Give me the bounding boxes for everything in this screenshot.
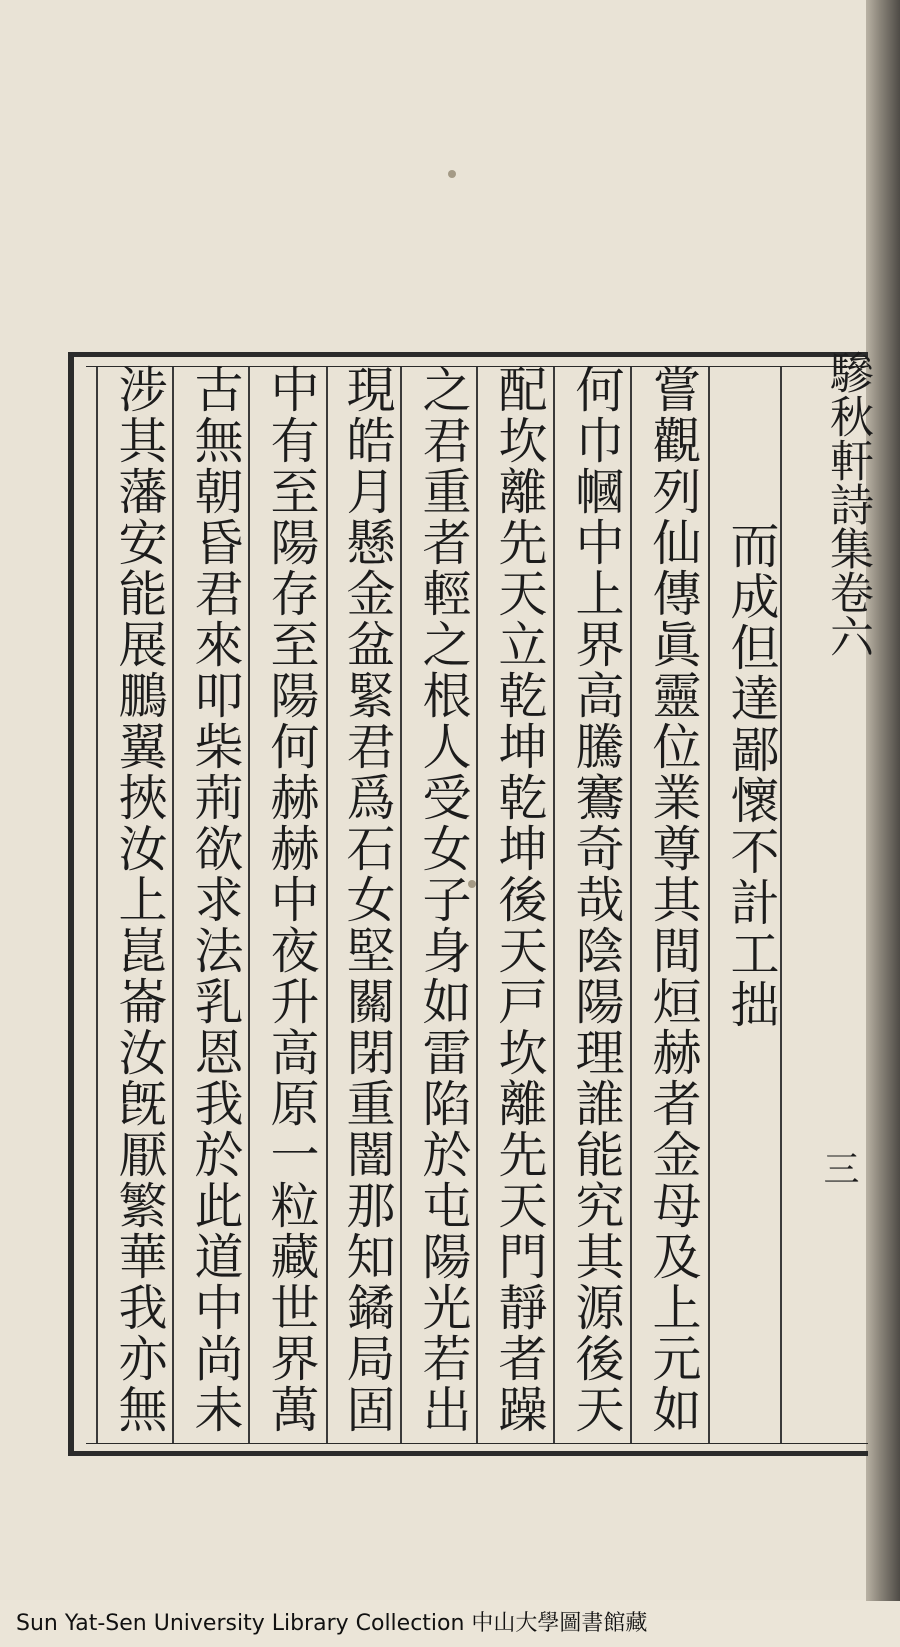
- text-column: 古無朝昏君來叩柴荊欲求法乳恩我於此道中尚未: [187, 364, 244, 1435]
- running-header: [822, 350, 873, 750]
- book-title: 驂秋軒詩集: [822, 350, 873, 570]
- text-column: 何巾幗中上界高騰鶱奇哉陰陽理誰能究其源後天: [568, 364, 625, 1435]
- text-column: 涉其藩安能展鵬翼挾汝上崑崙汝旣厭繁華我亦無: [111, 364, 168, 1435]
- volume-label: 卷六: [822, 570, 873, 658]
- book-spine: [866, 0, 900, 1647]
- text-column: 嘗觀列仙傳眞靈位業尊其間烜赫者金母及上元如: [645, 364, 702, 1435]
- text-column: 之君重者輕之根人受女子身如雷陷於屯陽光若出: [415, 364, 472, 1435]
- paper-stain: [448, 170, 456, 178]
- page-number: 三: [818, 1150, 859, 1186]
- text-column: 配坎離先天立乾坤乾坤後天戸坎離先天門靜者躁: [491, 364, 548, 1435]
- collection-credit: Sun Yat-Sen University Library Collection 中山大學圖書館藏: [0, 1601, 900, 1647]
- text-column: 中有至陽存至陽何赫赫中夜升高原一粒藏世界萬: [263, 364, 320, 1435]
- text-column: 現皓月懸金盆緊君爲石女堅關閉重闇那知鐍局固: [339, 364, 396, 1435]
- text-column: 而成但達鄙懷不計工拙: [723, 520, 780, 1030]
